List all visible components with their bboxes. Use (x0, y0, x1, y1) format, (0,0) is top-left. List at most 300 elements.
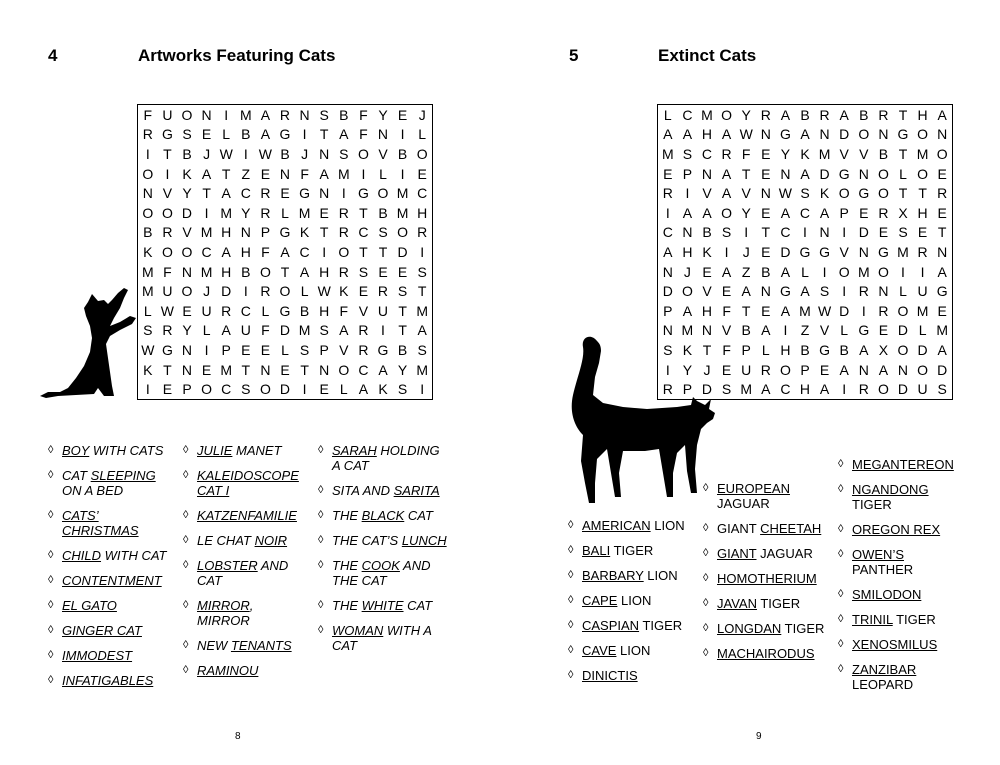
cat-silhouette-icon (567, 333, 717, 505)
diamond-bullet-icon: ◊ (183, 599, 189, 611)
grid-letter: D (839, 302, 850, 319)
word-text-underlined: RAMINOU (197, 663, 259, 678)
word-text-underlined: BOY (62, 443, 90, 458)
grid-letter: A (378, 361, 388, 378)
grid-letter: T (398, 322, 407, 339)
grid-letter: Y (741, 204, 751, 221)
grid-letter: G (858, 185, 870, 202)
grid-letter: N (319, 145, 330, 162)
grid-letter: R (917, 243, 928, 260)
diamond-bullet-icon: ◊ (703, 597, 709, 609)
grid-letter: O (721, 204, 733, 221)
grid-letter: I (744, 224, 749, 241)
diamond-bullet-icon: ◊ (48, 599, 54, 611)
grid-letter: C (240, 185, 251, 202)
grid-letter: E (201, 361, 212, 378)
diamond-bullet-icon: ◊ (568, 644, 574, 656)
grid-letter: M (799, 302, 811, 319)
diamond-bullet-icon: ◊ (703, 647, 709, 659)
grid-letter: M (396, 204, 409, 221)
grid-letter: D (937, 361, 948, 378)
grid-letter: A (358, 381, 369, 398)
word-text: TIGER (756, 596, 801, 611)
grid-letter: N (701, 322, 713, 339)
grid-letter: T (918, 185, 927, 202)
grid-letter: N (858, 165, 869, 182)
grid-letter: I (145, 381, 150, 398)
grid-letter: E (761, 243, 771, 260)
word-text: WITH CAT (101, 548, 167, 563)
grid-letter: K (682, 341, 693, 358)
word-text: AND THE CAT (332, 558, 431, 588)
grid-letter: M (298, 322, 311, 339)
grid-letter: R (937, 185, 948, 202)
word-text-underlined: WHITE (361, 598, 404, 613)
grid-letter: N (260, 361, 271, 378)
diamond-bullet-icon: ◊ (838, 588, 844, 600)
grid-letter: G (779, 126, 791, 143)
word-list-item (838, 522, 968, 537)
grid-letter: E (378, 263, 388, 280)
grid-letter: T (898, 185, 908, 202)
grid-letter: H (221, 263, 232, 280)
word-list-item (838, 587, 968, 602)
diamond-bullet-icon: ◊ (318, 534, 324, 546)
grid-letter: I (920, 263, 925, 280)
grid-letter: N (662, 263, 673, 280)
word-text-underlined: SARAH (332, 443, 377, 458)
word-list-item (48, 573, 173, 588)
grid-letter: V (162, 185, 173, 202)
grid-letter: C (662, 224, 673, 241)
grid-letter: C (221, 381, 232, 398)
grid-letter: N (760, 126, 771, 143)
grid-letter: B (143, 224, 153, 241)
word-text-underlined: JULIE (197, 443, 233, 458)
grid-letter: O (877, 381, 889, 398)
grid-letter: A (839, 361, 849, 378)
grid-letter: W (258, 145, 272, 162)
grid-letter: H (221, 224, 232, 241)
grid-letter: H (319, 302, 330, 319)
grid-letter: I (724, 243, 729, 260)
grid-letter: O (917, 361, 929, 378)
word-text-underlined: KALEIDOSCOPE CAT I (197, 468, 299, 498)
puzzle-number: 5 (569, 46, 579, 65)
grid-letter: A (721, 165, 732, 182)
cat-silhouette-icon (38, 288, 142, 400)
diamond-bullet-icon: ◊ (318, 444, 324, 456)
grid-letter: R (358, 341, 369, 358)
grid-letter: L (899, 165, 907, 182)
grid-letter: M (141, 263, 154, 280)
grid-letter: O (397, 224, 409, 241)
grid-letter: O (838, 263, 850, 280)
word-text-underlined: SARITA (393, 483, 440, 498)
grid-letter: S (819, 283, 830, 300)
grid-letter: O (416, 145, 428, 162)
grid-letter: A (780, 204, 791, 221)
grid-letter: T (417, 283, 427, 300)
grid-letter: R (162, 224, 173, 241)
grid-letter: Y (182, 322, 192, 339)
grid-letter: Z (241, 165, 251, 182)
grid-letter: K (299, 224, 310, 241)
grid-letter: H (319, 263, 330, 280)
page-number: 8 (235, 731, 241, 742)
grid-letter: I (822, 263, 827, 280)
grid-letter: A (663, 243, 673, 260)
diamond-bullet-icon: ◊ (838, 613, 844, 625)
grid-letter: N (662, 322, 673, 339)
grid-letter: G (161, 341, 173, 358)
grid-letter: E (358, 283, 369, 300)
grid-letter: M (936, 322, 949, 339)
grid-letter: A (937, 263, 947, 280)
grid-letter: Z (800, 322, 810, 339)
grid-letter: H (240, 243, 251, 260)
grid-letter: O (181, 283, 193, 300)
grid-letter: N (878, 126, 889, 143)
grid-letter: J (742, 243, 750, 260)
grid-letter: E (761, 165, 771, 182)
grid-letter: T (937, 224, 947, 241)
grid-letter: O (259, 381, 271, 398)
word-text: AND CAT (197, 558, 289, 588)
word-text-underlined: KATZENFAMILIE (197, 508, 297, 523)
grid-letter: A (221, 322, 231, 339)
word-text: LION (643, 568, 678, 583)
grid-letter: O (838, 185, 850, 202)
grid-letter: T (280, 263, 290, 280)
word-list-item (48, 648, 173, 663)
grid-letter: A (859, 341, 869, 358)
grid-letter: G (279, 302, 291, 319)
grid-letter: N (279, 165, 291, 182)
grid-letter: I (322, 243, 327, 260)
word-text-underlined: BLACK (361, 508, 405, 523)
grid-letter: O (877, 263, 889, 280)
grid-letter: C (299, 243, 310, 260)
word-text-underlined: MIRROR (197, 598, 250, 613)
diamond-bullet-icon: ◊ (568, 594, 574, 606)
grid-letter: M (857, 263, 870, 280)
word-list-item (183, 468, 308, 498)
grid-letter: T (378, 243, 388, 260)
grid-letter: C (201, 243, 212, 260)
diamond-bullet-icon: ◊ (838, 638, 844, 650)
grid-letter: E (280, 361, 290, 378)
grid-letter: R (221, 302, 232, 319)
grid-letter: O (877, 165, 889, 182)
grid-letter: O (858, 126, 870, 143)
grid-letter: A (260, 126, 271, 143)
grid-letter: A (201, 165, 212, 182)
word-text-underlined: CHEETAH (760, 521, 822, 536)
word-list-item (703, 481, 828, 511)
diamond-bullet-icon: ◊ (183, 534, 189, 546)
grid-letter: U (162, 283, 173, 300)
grid-letter: E (937, 165, 947, 182)
grid-letter: O (917, 165, 929, 182)
grid-letter: V (378, 145, 388, 162)
grid-letter: I (783, 322, 788, 339)
grid-letter: L (899, 283, 907, 300)
grid-letter: B (761, 263, 771, 280)
word-text-underlined: HOMOTHERIUM (717, 571, 817, 586)
word-list-item (48, 548, 173, 563)
word-text-underlined: MACHAIRODUS (717, 646, 815, 661)
grid-letter: O (142, 204, 154, 221)
grid-letter: M (416, 361, 429, 378)
grid-letter: A (800, 283, 810, 300)
grid-letter: D (839, 126, 850, 143)
grid-letter: P (319, 341, 329, 358)
grid-letter: A (299, 263, 310, 280)
grid-letter: W (141, 341, 155, 358)
grid-letter: O (161, 204, 173, 221)
grid-letter: B (339, 106, 349, 123)
word-list-item (183, 598, 308, 628)
word-text: JAGUAR (717, 496, 770, 511)
word-list-item (568, 593, 693, 608)
grid-letter: A (800, 126, 810, 143)
word-text-underlined: CAPE (582, 593, 618, 608)
grid-letter: V (358, 302, 369, 319)
grid-letter: H (917, 204, 928, 221)
word-list-column-1 (48, 443, 173, 698)
grid-letter: P (663, 302, 673, 319)
grid-letter: I (400, 126, 405, 143)
grid-letter: E (859, 204, 869, 221)
word-list-item (183, 638, 308, 653)
grid-letter: G (279, 224, 291, 241)
word-text-underlined: XENOSMILUS (852, 637, 938, 652)
grid-letter: I (842, 381, 847, 398)
grid-letter: F (261, 243, 270, 260)
grid-letter: P (800, 361, 810, 378)
grid-letter: R (142, 126, 153, 143)
grid-letter: V (859, 145, 869, 162)
word-text: LE CHAT (197, 533, 255, 548)
grid-letter: A (682, 302, 693, 319)
grid-letter: X (878, 341, 889, 358)
grid-letter: M (818, 145, 831, 162)
grid-letter: O (338, 361, 350, 378)
grid-letter: M (220, 204, 233, 221)
word-text: TIGER (781, 621, 825, 636)
grid-letter: A (260, 106, 271, 123)
grid-letter: S (397, 283, 408, 300)
grid-letter: R (878, 204, 889, 221)
grid-letter: F (143, 106, 153, 123)
diamond-bullet-icon: ◊ (318, 599, 324, 611)
grid-letter: R (338, 204, 349, 221)
diamond-bullet-icon: ◊ (838, 523, 844, 535)
word-text: THE (332, 598, 362, 613)
grid-letter: N (937, 126, 948, 143)
grid-letter: E (702, 263, 712, 280)
grid-letter: B (182, 145, 192, 162)
grid-letter: Y (780, 145, 791, 162)
grid-letter: R (858, 283, 869, 300)
diamond-bullet-icon: ◊ (48, 574, 54, 586)
grid-letter: K (819, 185, 830, 202)
grid-letter: D (701, 381, 713, 398)
diamond-bullet-icon: ◊ (318, 559, 324, 571)
grid-letter: D (279, 322, 291, 339)
grid-letter: A (819, 204, 830, 221)
grid-letter: R (760, 361, 771, 378)
grid-letter: N (819, 126, 830, 143)
grid-letter: N (181, 263, 193, 280)
grid-letter: H (701, 302, 713, 319)
grid-letter: A (221, 185, 231, 202)
word-text: SITA AND (332, 483, 394, 498)
grid-letter: Y (378, 106, 388, 123)
grid-letter: C (358, 224, 369, 241)
puzzle-title: Extinct Cats (658, 46, 757, 65)
grid-letter: N (142, 185, 153, 202)
grid-letter: A (878, 361, 889, 378)
word-list-item (838, 612, 968, 627)
grid-letter: B (878, 145, 889, 162)
word-text-underlined: CHILD (62, 548, 102, 563)
grid-letter: D (662, 283, 673, 300)
grid-letter: T (221, 165, 231, 182)
word-text: NEW (197, 638, 231, 653)
word-text-underlined: LUNCH (401, 533, 447, 548)
grid-letter: D (897, 381, 909, 398)
grid-letter: M (916, 302, 929, 319)
grid-letter: B (859, 106, 869, 123)
word-text-underlined: GIANT (717, 546, 757, 561)
word-text-underlined: EL GATO (62, 598, 117, 613)
grid-letter: F (339, 302, 349, 319)
grid-letter: T (761, 224, 771, 241)
diamond-bullet-icon: ◊ (48, 444, 54, 456)
diamond-bullet-icon: ◊ (318, 624, 324, 636)
word-list-column-3 (838, 457, 968, 702)
word-list-item (48, 598, 173, 613)
word-list-item (568, 618, 693, 633)
grid-letter: N (181, 361, 193, 378)
grid-letter: M (220, 361, 233, 378)
word-text-underlined: SLEEPING (90, 468, 156, 483)
diamond-bullet-icon: ◊ (318, 484, 324, 496)
grid-letter: E (260, 341, 271, 358)
grid-letter: I (361, 165, 366, 182)
grid-letter: J (301, 145, 309, 162)
word-list-item (318, 508, 448, 523)
word-list-item (838, 547, 968, 577)
diamond-bullet-icon: ◊ (838, 458, 844, 470)
grid-letter: I (803, 224, 807, 241)
grid-letter: K (182, 165, 192, 182)
grid-letter: M (701, 106, 713, 123)
grid-letter: O (201, 381, 213, 398)
grid-letter: M (337, 165, 350, 182)
grid-letter: P (682, 165, 693, 182)
grid-letter: E (241, 341, 251, 358)
grid-letter: G (357, 185, 369, 202)
grid-letter: A (682, 204, 693, 221)
grid-letter: L (761, 341, 770, 358)
grid-letter: A (339, 126, 349, 143)
word-text-underlined: OWEN’S (852, 547, 904, 562)
word-list-item (48, 673, 173, 688)
word-list-column-2 (703, 481, 828, 671)
grid-letter: I (861, 302, 866, 319)
word-text: CAT (404, 508, 433, 523)
grid-letter: F (261, 322, 270, 339)
grid-letter: A (319, 165, 329, 182)
diamond-bullet-icon: ◊ (703, 482, 709, 494)
word-list-item (568, 568, 693, 583)
grid-letter: C (780, 381, 791, 398)
grid-letter: C (682, 106, 693, 123)
grid-letter: S (358, 263, 369, 280)
grid-letter: N (760, 185, 771, 202)
grid-letter: B (241, 263, 251, 280)
word-text: JAGUAR (756, 546, 813, 561)
grid-letter: R (338, 263, 349, 280)
grid-letter: E (319, 204, 329, 221)
grid-letter: M (416, 302, 429, 319)
word-list-item (838, 637, 968, 652)
grid-letter: I (224, 106, 229, 123)
grid-letter: K (339, 283, 349, 300)
grid-letter: J (683, 263, 691, 280)
grid-letter: L (281, 341, 289, 358)
word-text: TIGER (892, 612, 936, 627)
word-text: TIGER (639, 618, 683, 633)
grid-letter: I (901, 263, 905, 280)
word-search-grid (137, 104, 433, 400)
grid-letter: F (722, 341, 731, 358)
grid-letter: I (400, 165, 405, 182)
diamond-bullet-icon: ◊ (183, 509, 189, 521)
word-list-column-1 (568, 518, 693, 693)
grid-letter: E (937, 302, 947, 319)
grid-letter: L (418, 126, 427, 143)
grid-letter: A (780, 263, 791, 280)
diamond-bullet-icon: ◊ (703, 622, 709, 634)
grid-letter: V (702, 283, 712, 300)
diamond-bullet-icon: ◊ (183, 559, 189, 571)
grid-letter: O (877, 185, 889, 202)
word-list-item (183, 558, 308, 588)
grid-letter: N (299, 106, 310, 123)
word-list-item (48, 468, 173, 498)
grid-letter: G (897, 126, 909, 143)
grid-letter: O (897, 341, 909, 358)
grid-letter: D (897, 322, 909, 339)
word-text-underlined: DINICTIS (582, 668, 638, 683)
grid-letter: A (800, 165, 810, 182)
grid-letter: D (181, 204, 193, 221)
grid-letter: D (858, 224, 869, 241)
diamond-bullet-icon: ◊ (48, 624, 54, 636)
grid-letter: L (222, 126, 231, 143)
grid-letter: C (417, 185, 428, 202)
grid-letter: S (682, 145, 693, 162)
grid-letter: V (741, 185, 751, 202)
word-text: LION (617, 593, 652, 608)
grid-letter: I (341, 185, 346, 202)
grid-letter: G (819, 243, 831, 260)
word-text-underlined: JAVAN (717, 596, 757, 611)
